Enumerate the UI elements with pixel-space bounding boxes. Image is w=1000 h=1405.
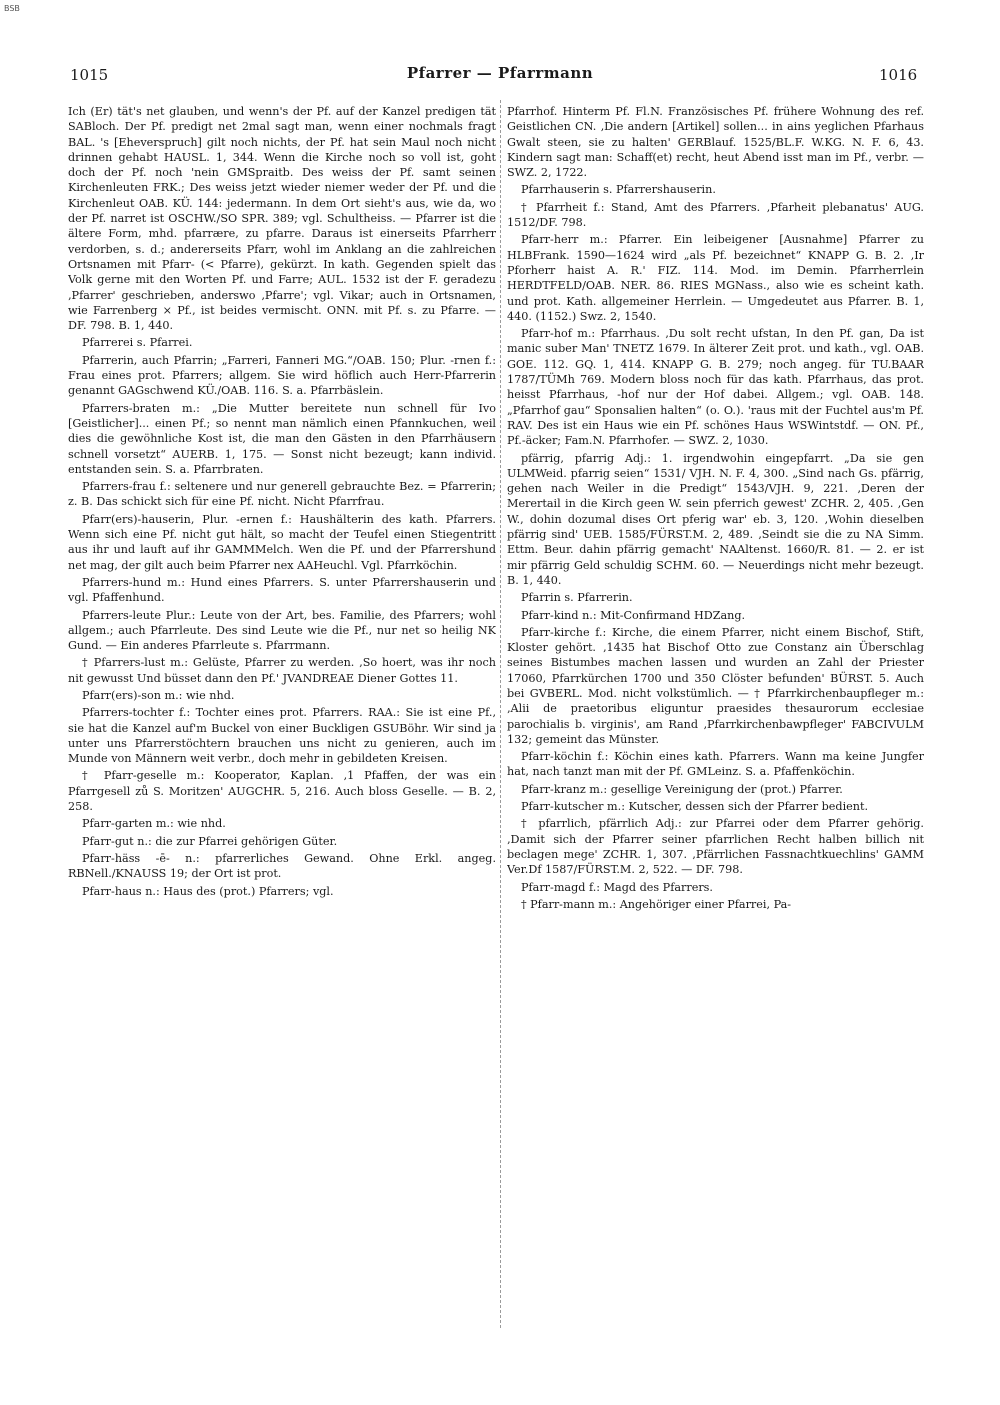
entry-paragraph: Pfarr-kranz m.: gesellige Vereinigung der (prot.) Pfarrer. bbox=[521, 782, 843, 796]
entry-paragraph: Pfarr-häss -ē- n.: pfarrerliches Gewand. Ohne Erkl. angeg. RBNell./KNAUSS 19; der Ort ist prot. bbox=[68, 851, 496, 881]
entry-paragraph: Pfarrers-braten m.: „Die Mutter bereitete nun schnell für Ivo [Geistlicher]... einen Pf.; so nennt man nämlich einen Pfannkuchen, weil dies die gewöhnliche Kost ist, die man den Gästen in den Pfarrhäusern schnell vorsetzt“ AUERB. 1, 175. — Sonst nicht bezeugt; kann individ. entstanden sein. S. a. Pfarrbraten. bbox=[68, 401, 496, 476]
entry-paragraph: Pfarr-kirche f.: Kirche, die einem Pfarrer, nicht einem Bischof, Stift, Kloster gehört. ‚1435 hat Bischof Otto zue Constanz ain Überschlag seines Bistumbes machen lassen und wurden an Zahl der Priester 17060, Pfarrkürchen 1700 und 350 Clöster befunden' BÜRST. 5. Auch bei GVBERL. Mod. nicht volkstümlich. — † Pfarrkirchenbaupfleger m.: ‚Alii de praetoribus eliguntur praesides thesaurorum ecclesiae parochialis b. virginis', am Rand ‚Pfarrkirchenbawpfleger' FABCIVULM 132; gemeint das Münster. bbox=[507, 625, 924, 746]
entry-paragraph: Pfarr-gut n.: die zur Pfarrei gehörigen Güter. bbox=[82, 834, 338, 848]
entry-paragraph: Pfarr-hof m.: Pfarrhaus. ‚Du solt recht ufstan, In den Pf. gan, Da ist manic suber Man' TNETZ 1679. In älterer Zeit prot. und kath., vgl. OAB. GOE. 112. GQ. 1, 414. KNAPP G. B. 279; noch angeg. für TU.BAAR 1787/TÜMh 769. Modern bloss noch für das kath. Pfarrhaus, das prot. heisst Pfarrhaus, -hof nur der Hof dabei. Allgem.; vgl. OAB. 148. „Pfarrhof gau“ Sponsalien halten“ (o. O.). 'raus mit der Fuchtel aus'm Pf. RAV. Des ist ein Haus wie ein Pf. schönes Haus WSWintstdf. — ON. Pf., Pf.-äcker; Fam.N. Pfarrhofer. — SWZ. 2, 1030. bbox=[507, 327, 924, 448]
running-head: Pfarrer — Pfarrmann bbox=[406, 64, 594, 82]
entry-paragraph: Pfarrhauserin s. Pfarrershauserin. bbox=[521, 183, 716, 197]
entry-paragraph: Pfarr(ers)-hauserin, Plur. -ernen f.: Haushälterin des kath. Pfarrers. Wenn sich eine Pf. nicht gut hält, so macht der Teufel einen Stiegentritt aus ihr und lauft auf ihr GAMMMelch. Wen die Pf. und der Pfarrershund net mag, der gilt auch beim Pfarrer nex AAHeuchl. Vgl. Pfarrköchin. bbox=[68, 512, 496, 572]
right-page-number: 1016 bbox=[879, 66, 918, 84]
left-column bbox=[68, 104, 496, 1329]
entry-paragraph: Pfarrers-tochter f.: Tochter eines prot. Pfarrers. RAA.: Sie ist eine Pf., sie hat die Kanzel auf'm Buckel von einer Buckligen GSUBöhr. Wir sind ja unter uns Pfarrerstöchtern brauchen uns nicht zu genieren, auch im Munde von Männern weit verbr., doch mehr in gebildeten Kreisen. bbox=[68, 706, 496, 766]
entry-paragraph: pfärrig, pfarrig Adj.: 1. irgendwohin eingepfarrt. „Da sie gen ULMWeid. pfarrig seien“ 1531/ VJH. N. F. 4, 300. „Sind nach Gs. pfärrig, gehen nach Weiler in die Predigt“ 1543/VJH. 9, 221. ‚Deren der Merertail in die Kirch geen W. sein pferrich gewest' ZCHR. 2, 405. ‚Gen W., dohin dozumal dises Ort pferig war' eb. 3, 120. ‚Wohin dieselben pfärrig sind' UEB. 1585/FÜRST.M. 2, 489. ‚Seindt sie die zu NA Simm. Ettm. Beur. dahin pfärrig gemacht' NAAltenst. 1660/R. 81. — 2. er ist mir pfärrig Geld schuldig SCHM. 60. — Neuerdings nicht mehr bezeugt. B. 1, 440. bbox=[507, 451, 924, 587]
entry-paragraph: † Pfarr-mann m.: Angehöriger einer Pfarrei, Pa- bbox=[521, 897, 792, 911]
entry-paragraph: Pfarr-garten m.: wie nhd. bbox=[82, 817, 226, 831]
entry-paragraph: Pfarrers-frau f.: seltenere und nur generell gebrauchte Bez. = Pfarrerin; z. B. Das schickt sich für eine Pf. nicht. Nicht Pfarrfrau. bbox=[68, 480, 496, 509]
entry-paragraph: † Pfarr-geselle m.: Kooperator, Kaplan. ‚1 Pfaffen, der was ein Pfarrgesell zů S. Moritzen' AUGCHR. 5, 216. Auch bloss Geselle. — B. 2, 258. bbox=[68, 769, 496, 814]
entry-paragraph: Pfarr(ers)-son m.: wie nhd. bbox=[82, 688, 235, 702]
entry-paragraph: Pfarrhof. Hinterm Pf. Fl.N. Französisches Pf. frühere Wohnung des ref. Geistlichen CN. ‚Die andern [Artikel] sollen... in ains yeglichen Pfarhaus Gwalt steen, sie zu halten' GERBlauf. 1525/BL.F. W.KG. N. F. 6, 43. Kindern sagt man: Schaff(et) recht, heut Abend isst man im Pf., verbr. — SWZ. 2, 1722. bbox=[507, 105, 924, 180]
entry-paragraph: † Pfarrheit f.: Stand, Amt des Pfarrers. ‚Pfarheit plebanatus' AUG. 1512/DF. 798. bbox=[507, 200, 924, 230]
entry-paragraph: Pfarr-herr m.: Pfarrer. Ein leibeigener [Ausnahme] Pfarrer zu HLBFrank. 1590—1624 wird „als Pf. bezeichnet“ KNAPP G. B. 2. ‚Ir Pforherr haist A. R.' FIZ. 114. Mod. im Demin. Pfarrherrlein HERDTFELD/OAB. NER. 86. RIES MGNass., also wie es scheint kath. und prot. Kath. allgemeiner Herrlein. — Umgedeutet aus Pfarrer. B. 1, 440. (1152.) Swz. 2, 1540. bbox=[507, 233, 924, 323]
entry-paragraph: Pfarr-köchin f.: Köchin eines kath. Pfarrers. Wann ma keine Jungfer hat, nach tanzt man mit der Pf. GMLeinz. S. a. Pfaffenköchin. bbox=[507, 750, 924, 779]
entry-paragraph: Pfarrers-leute Plur.: Leute von der Art, bes. Familie, des Pfarrers; wohl allgem.; auch Pfarrleute. Des sind Leute wie die Pf., nur net so heilig NK Gund. — Ein anderes Pfarrleute s. Pfarrmann. bbox=[68, 608, 496, 653]
entry-paragraph: Pfarr-haus n.: Haus des (prot.) Pfarrers; vgl. bbox=[82, 884, 334, 898]
entry-paragraph: Pfarrers-hund m.: Hund eines Pfarrers. S. unter Pfarrershauserin und vgl. Pfaffenhund. bbox=[68, 575, 496, 605]
entry-paragraph: Pfarr-magd f.: Magd des Pfarrers. bbox=[521, 880, 713, 894]
entry-paragraph: Pfarrin s. Pfarrerin. bbox=[521, 591, 633, 605]
entry-paragraph: Pfarr-kutscher m.: Kutscher, dessen sich der Pfarrer bedient. bbox=[521, 800, 869, 814]
entry-paragraph: Pfarrerei s. Pfarrei. bbox=[82, 336, 193, 350]
entry-paragraph: Ich (Er) tät's net glauben, und wenn's der Pf. auf der Kanzel predigen tät SABloch. Der Pf. predigt net 2mal sagt man, wenn einer nochmals fragt BAL. 's [Eheverspruch] gilt noch nichts, der Pf. hat sein Maul noch nicht drinnen gehabt HAUSL. 1, 344. Wenn die Kirche noch so voll ist, goht doch der Pf. noch 'nein GMSpraitb. Des weiss der Pf. samt seinen Kirchenleuten FRK.; Des weiss jetzt wieder niemer weder der Pf. und die Kirchenleut OAB. KÜ. 144: jedermann. In dem Ort sieht's aus, wie da, wo der Pf. narret ist OSCHW./SO SPR. 389; vgl. Schultheiss. — Pfarrer ist die ältere Form, mhd. pfarrære, zu pfarre. Daraus ist einerseits Pfarrherr verdorben, s. d.; andererseits Pfarr, wohl im Anklang an die zahlreichen Ortsnamen mit Pfarr- (< Pfarre), gekürzt. In kath. Gegenden spielt das Volk gerne mit den Worten Pf. und Farre; AUL. 1532 ist der F. geradezu ‚Pfarrer' geschrieben, anderswo ‚Pfarre'; vgl. Vikar; auch in Ortsnamen, wie Farrenberg × Pf., ist beides vermischt. ONN. mit Pf. s. zu Pfarre. — DF. 798. B. 1, 440. bbox=[68, 105, 496, 333]
left-page-number: 1015 bbox=[70, 66, 109, 84]
entry-paragraph: † Pfarrers-lust m.: Gelüste, Pfarrer zu werden. ‚So hoert, was ihr noch nit gewusst Und büsset dann den Pf.' JVANDREAE Diener Gottes 11. bbox=[68, 656, 496, 685]
column-divider bbox=[500, 100, 501, 1328]
entry-paragraph: Pfarr-kind n.: Mit-Confirmand HDZang. bbox=[521, 608, 746, 622]
entry-paragraph: Pfarrerin, auch Pfarrin; „Farreri, Fanneri MG.“/OAB. 150; Plur. -rnen f.: Frau eines prot. Pfarrers; allgem. Sie wird höflich auch Herr-Pfarrerin genannt GAGschwend KÜ./OAB. 116. S. a. Pfarrbäslein. bbox=[68, 353, 496, 398]
right-column bbox=[507, 104, 924, 1329]
entry-paragraph: † pfarrlich, pfärrlich Adj.: zur Pfarrei oder dem Pfarrer gehörig. ‚Damit sich der Pfarrer seiner pfarrlichen Recht halben billich nit beclagen mege' ZCHR. 1, 307. ‚Pfärrlichen Fassnachtkuechlins' GAMM Ver.Df 1587/FÜRST.M. 2, 522. — DF. 798. bbox=[507, 817, 924, 877]
library-stamp: BSB bbox=[4, 4, 20, 13]
